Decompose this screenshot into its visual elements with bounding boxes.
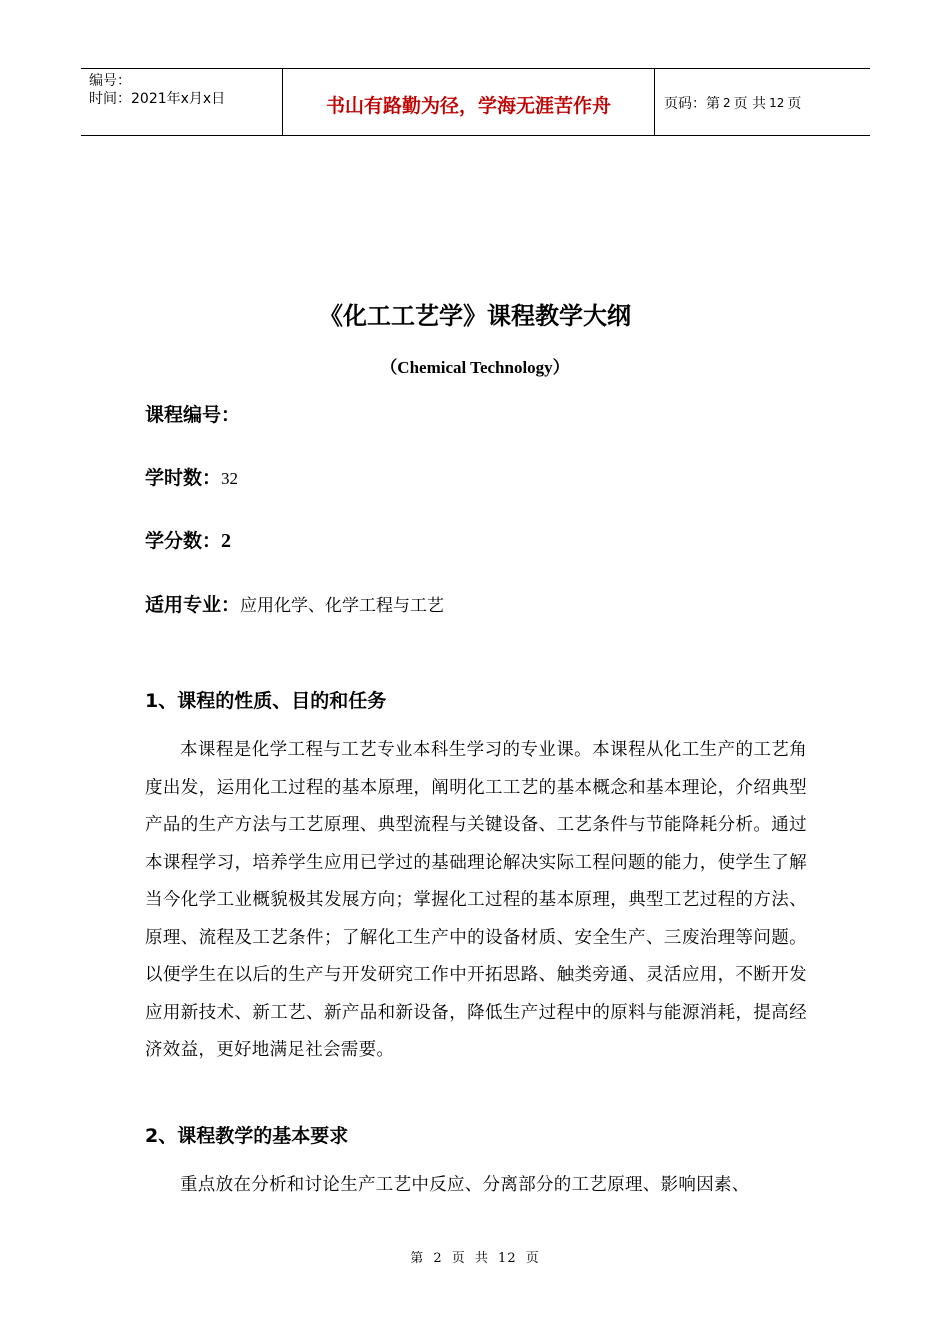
field-hours-label: 学时数： (145, 467, 222, 489)
section-1-body: 本课程是化学工程与工艺专业本科生学习的专业课。本课程从化工生产的工艺角度出发，运用化工过程的基本原理，阐明化工工艺的基本概念和基本理论，介绍典型产品的生产方法与工艺原理、典型流程与关键设备、工艺条件与节能降耗分析。通过本课程学习，培养学生应用已学过的基础理论解决实际工程问题的能力，使学生了解当今化学工业概貌极其发展方向；掌握化工过程的基本原理，典型工艺过程的方法、原理、流程及工艺条件；了解化工生产中的设备材质、安全生产、三废治理等问题。以便学生在以后的生产与开发研究工作中开拓思路、触类旁通、灵活应用，不断开发应用新技术、新工艺、新产品和新设备，降低生产过程中的原料与能源消耗，提高经济效益，更好地满足社会需要。 (145, 740, 807, 1060)
header-page-suffix: 页 (787, 96, 802, 112)
header-page-current: 2 (723, 96, 731, 110)
header-motto: 书山有路勤为径，学海无涯苦作舟 (282, 69, 655, 135)
header-page-info (655, 69, 870, 135)
section-2-body: 重点放在分析和讨论生产工艺中反应、分离部分的工艺原理、影响因素、 (180, 1175, 750, 1195)
field-hours-value: 32 (221, 469, 239, 488)
field-hours (145, 463, 238, 490)
section-2-heading: 2、课程教学的基本要求 (145, 1125, 349, 1147)
header-page-total: 12 (769, 96, 785, 110)
section-1-heading: 1、课程的性质、目的和任务 (145, 690, 387, 712)
field-credits (145, 526, 231, 553)
document-subtitle: （Chemical Technology） (380, 358, 570, 377)
field-credits-value: 2 (221, 530, 232, 552)
document-title: 《化工工艺学》课程教学大纲 (319, 302, 631, 330)
header-page-prefix: 页码：第 (664, 96, 720, 112)
field-credits-label: 学分数： (145, 530, 222, 552)
header-table (81, 68, 870, 136)
header-number-label: 编号： (89, 73, 131, 89)
field-course-code-label: 课程编号： (145, 404, 241, 426)
field-majors-value: 应用化学、化学工程与工艺 (240, 596, 445, 615)
field-course-code (145, 400, 240, 427)
field-majors-label: 适用专业： (145, 594, 241, 616)
header-page-mid: 页 共 (733, 96, 767, 112)
page-footer: 第 2 页 共 12 页 (410, 1251, 540, 1266)
header-meta (81, 69, 282, 135)
field-majors (145, 590, 444, 617)
header-time-label: 时间：2021年x月x日 (89, 91, 226, 107)
